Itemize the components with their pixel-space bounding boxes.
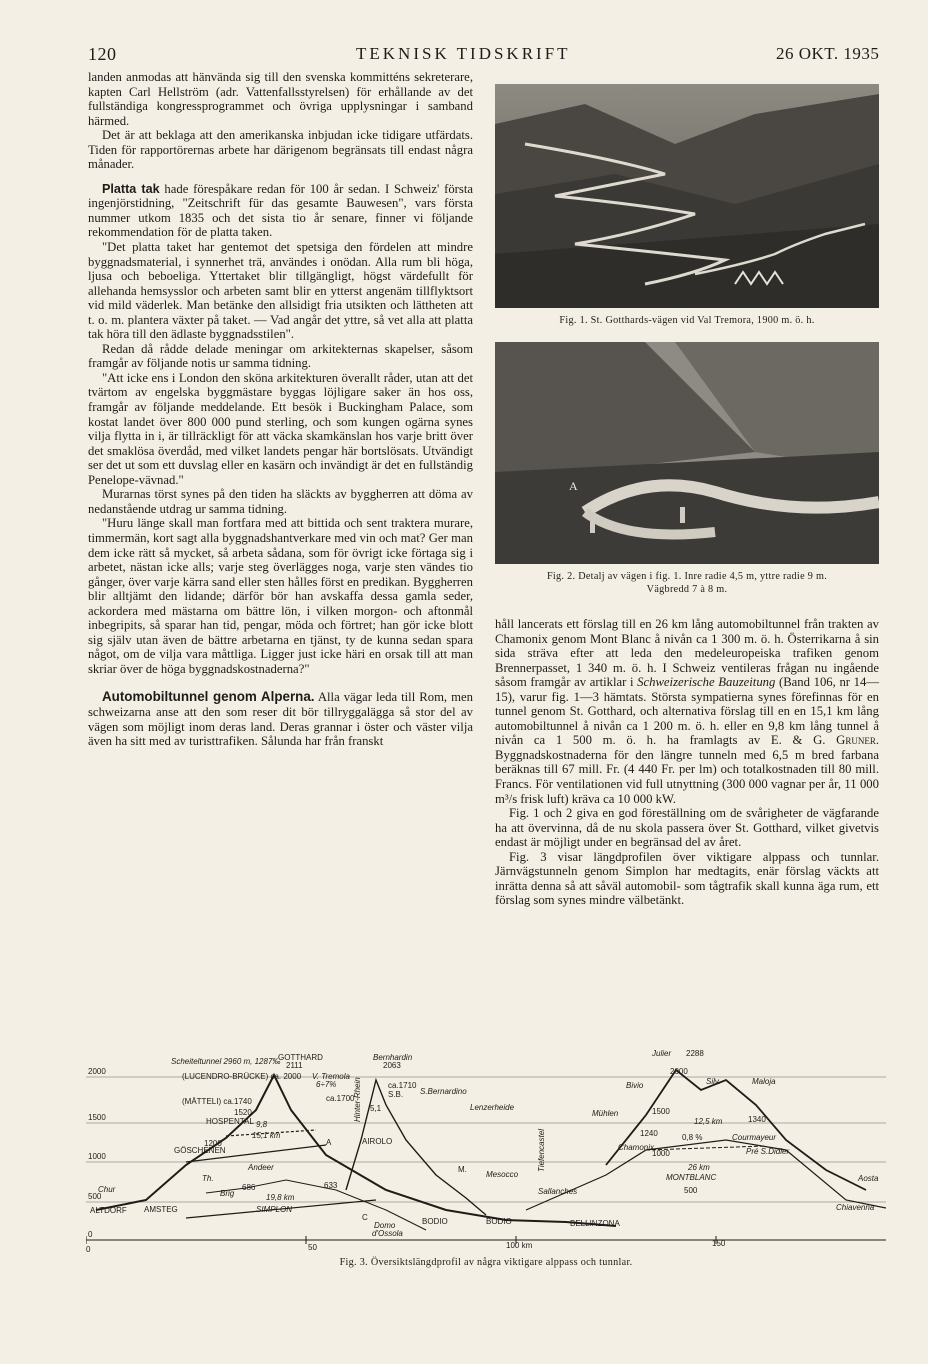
profile-label: 6÷7% [316, 1080, 337, 1089]
profile-label: Scheiteltunnel 2960 m, 1287‰ [171, 1057, 281, 1066]
figure-2-caption [495, 570, 879, 596]
profile-line-bernhardin [346, 1080, 486, 1215]
profile-label: 633 [324, 1181, 338, 1190]
profile-label: Brig [220, 1189, 235, 1198]
profile-label: Courmayeur [732, 1133, 777, 1142]
profile-label: Mesocco [486, 1170, 519, 1179]
issue-date: 26 OKT. 1935 [776, 44, 880, 63]
profile-label: 1240 [640, 1129, 658, 1138]
paragraph: landen anmodas att hänvända sig till den svenska kommitténs sekreterare, kapten Carl Hellström (adr. Vattenfallsstyrelsen) för erhållande av det fullständiga kongressprogrammet och övriga upplysningar i samband härmed. [88, 70, 473, 128]
figure-1-photo [495, 84, 879, 308]
profile-label: Julier [652, 1050, 672, 1058]
left-column [88, 70, 473, 749]
right-column [495, 617, 879, 908]
profile-label: Chur [98, 1185, 116, 1194]
profile-label: GOTTHARD [278, 1053, 323, 1062]
profile-label: ca.1700 [326, 1094, 355, 1103]
section-automobiltunnel [88, 690, 473, 748]
profile-label: ALTDORF [90, 1206, 127, 1215]
profile-label: d'Ossola [372, 1229, 403, 1238]
x-label: 50 [308, 1243, 317, 1252]
figure-3-caption: Fig. 3. Översiktslängdprofil av några viktigare alppass och tunnlar. [339, 1257, 633, 1268]
paragraph-text: håll lancerats ett förslag till en 26 km lång automobiltunnel från trakten av Chamonix genom Mont Blanc å nivån ca 1 300 m. ö. h. Österrikarna å sin sida sträva efter att leda den medeleuropeiska trafiken genom Brennerpasset, 1 340 m. ö. h. I Schweiz ventileras frågan nu ingående såsom framgår av artiklar i [495, 617, 879, 690]
section-platta-tak [88, 182, 473, 240]
paragraph: "Det platta taket har gentemot det spetsiga den fördelen att mindre byggnadsmaterial, i synnerhet trä, användes i onödan. Alla rum bli höga, ljusa och beboeliga. Yttertaket blir tillgängligt, högst värdefullt för allehanda hemsysslor och arbeten samt blir en ytterst angenäm tillflyktsort vid mild väderlek. Man betänke den allsidigt fria utsikten och lättheten att t. o. m. plantera växter på taket. — Vad angår det yttre, så vet alla att platta tak höra till den ädlaste byggnadsstilen". [88, 240, 473, 342]
profile-label: Silv. [706, 1077, 721, 1086]
profile-label: 2063 [383, 1061, 401, 1070]
profile-label: HOSPENTAL [206, 1117, 254, 1126]
profile-label: GÖSCHENEN [174, 1146, 226, 1155]
y-label: 1000 [88, 1152, 106, 1161]
profile-label: Mühlen [592, 1109, 619, 1118]
profile-label: (MÄTTELI) ca.1740 [182, 1097, 252, 1106]
paragraph-text: . Byggnadskostnaderna för den längre tunneln med 6,5 m bred farbana beräknas till 67 mill. Fr. (4 440 Fr. per lm) och totalkostnaden till 80 mill. Francs. För ventilationen vid full utnyttning (300 000 vagnar per år, 11 000 m³/s frisk luft) kräva ca 10 000 kW. [495, 733, 880, 806]
journal-title: TEKNISK TIDSKRIFT [356, 44, 571, 63]
profile-label: Sallanches [538, 1187, 578, 1196]
y-label: 2000 [88, 1067, 106, 1076]
profile-label: 1520 [234, 1108, 252, 1117]
profile-label: BELLINZONA [570, 1219, 620, 1228]
profile-label: Pré S.Didier [746, 1147, 790, 1156]
paragraph-text: hade förespåkare redan för 100 år sedan. I Schweiz' första ingenjörstidning, "Zeitschrift für das gesamte Bauwesen", vars första nummer utkom 1835 och det sista tio år senare, finner vi följande rekommendation för de platta taken. [88, 181, 473, 240]
figure-2-photo [495, 342, 879, 564]
profile-label: Andeer [248, 1163, 274, 1172]
profile-label: SIMPLON [256, 1205, 293, 1214]
profile-label: 686 [242, 1183, 256, 1192]
profile-label: 0,8 % [682, 1133, 703, 1142]
profile-label: 26 km [688, 1163, 710, 1172]
profile-label: 1200 [204, 1139, 222, 1148]
profile-label: 1340 [748, 1115, 766, 1124]
paragraph: Fig. 1 och 2 giva en god föreställning om de svårigheter de vägfarande ha att övervinna, då de nu skola passera över St. Gotthard, vilket givetvis endast är möjligt under en begränsad del av året. [495, 806, 879, 850]
x-label: 0 [86, 1245, 91, 1254]
profile-label: 500 [684, 1186, 698, 1195]
profile-label: M. [458, 1165, 467, 1174]
profile-label: (LUCENDRO-BRÜCKE) ca. 2000 [182, 1072, 302, 1081]
page-number: 120 [88, 44, 117, 64]
profile-label: 1500 [652, 1107, 670, 1116]
profile-label: 1000 [652, 1149, 670, 1158]
paragraph-text: (Band 106, nr 14—15), varur fig. 1—3 hämtats. Största sympatierna synes förefinnas för en tunnel genom St. Gotthard, och alternativa förslag till en en 15,1 km lång automobiltunnel å nivån ca 1 200 m. ö. h. eller en 9,8 km lång tunnel å nivån ca 1 500 m. ö. h. ha framlagts av E. & G. [495, 675, 880, 748]
paragraph [495, 617, 879, 806]
profile-label: Th. [202, 1174, 214, 1183]
section-heading: Platta tak [102, 181, 160, 196]
profile-label: Domo [374, 1221, 396, 1230]
paragraph: Murarnas törst synes på den tiden ha släckts av byggherren att döma av nedanstående utdrag ur samma tidning. [88, 487, 473, 516]
paragraph: "Huru länge skall man fortfara med att bittida och sent traktera murare, timmermän, kort sagt alla byggnadshantverkare med vin och mat? Ger man dem icke rätt så mycket, så arbeta sådana, som för övrigt icke förtaga sig i arbetet, nästan icke alls; varje steg överlägges noga, varje sten vändes tio gånger, över varje kärra sand eller sten hålles först en predikan. Byggherren blir alltjämt den lidande; därför bör han avskaffa dessa gamla seder, ackordera med mästarna om bättre lön, i vilken morgon- och aftonmål inbegripits, så sparar han tid, pengar, möda och förtret; han gör icke blott sig själv utan även de bättre arbetarna en tjänst, ty de kunna sedan spara något, om de vilja vara måttliga. Ligger just icke häri en orsak till att man skriar över de höga byggnadskostnaderna?" [88, 516, 473, 676]
profile-label: Chiavenna [836, 1203, 875, 1212]
caption-line: Vägbredd 7 à 8 m. [646, 584, 728, 595]
profile-label: 15,1 km [252, 1131, 281, 1140]
profile-label: BODIO [422, 1217, 448, 1226]
profile-label: S.Bernardino [420, 1087, 467, 1096]
profile-label: 19,8 km [266, 1193, 295, 1202]
figure-3-profile [86, 1050, 886, 1254]
caption-line: Fig. 2. Detalj av vägen i fig. 1. Inre radie 4,5 m, yttre radie 9 m. [546, 571, 828, 582]
road-bend-illustration [495, 342, 879, 564]
profile-label: S.B. [388, 1090, 404, 1099]
profile-label: 2111 [286, 1061, 303, 1070]
profile-label: Lenzerheide [470, 1103, 515, 1112]
profile-label: Bivio [626, 1081, 644, 1090]
profile-label: AMSTEG [144, 1205, 178, 1214]
profile-label: 5,1 [370, 1104, 382, 1113]
profile-label: 9,8 [256, 1120, 268, 1129]
profile-label: Tiefencastel [537, 1128, 546, 1172]
mountain-road-illustration [495, 84, 879, 308]
section-heading: Automobiltunnel genom Alperna. [102, 689, 315, 705]
profile-label: BODIO [486, 1217, 512, 1226]
paragraph-text: Alla vägar leda till Rom, men schweizarna anse att den som reser dit bör tillryggalägga så stor del av vägen som möjligt inom deras land. Deras grannar i öster och väster vilja även ha sitt med av turisttrafiken. Sålunda har från franskt [88, 690, 473, 749]
y-label: 1500 [88, 1113, 106, 1122]
paragraph: "Att icke ens i London den sköna arkitekturen överallt råder, utan att det tvärtom av engelska byggmästare byggas löjligare saker än hos oss, framgår av följande meddelande. Ett besök i Buckingham Palace, som kostat landet över 800 000 pund sterling, och som kungen ogärna synes vilja flytta in i, är tillräckligt för att väcka skamkänslan hos varje britt över det smaklösa överdåd, med vilket landets pengar här bortslösats. Utvändigt ser det ut som ett duvslag eller en kasärn och invändigt är det en fullständig Penelope-vävnad." [88, 370, 473, 487]
profile-label: 2000 [670, 1067, 688, 1076]
profile-label: ca.1710 [388, 1081, 417, 1090]
x-label: 100 km [506, 1241, 533, 1250]
paragraph: Det är att beklaga att den amerikanska inbjudan icke tidigare utfärdats. Tiden för rapportörernas arbete har därigenom begränsats till endast några månader. [88, 128, 473, 172]
profile-label: Maloja [752, 1077, 776, 1086]
paragraph: Redan då rådde delade meningar om arkitekternas skapelser, såsom framgår av följande notis ur samma tidning. [88, 341, 473, 371]
photo-label-a: A [569, 479, 578, 493]
profile-label: 2288 [686, 1050, 704, 1058]
profile-label: 12,5 km [694, 1117, 723, 1126]
profile-label: AIROLO [362, 1137, 393, 1146]
profile-label: V. Tremola [312, 1072, 350, 1081]
author-name: Gruner [836, 733, 876, 748]
profile-label: Chamonix [618, 1143, 655, 1152]
profile-label: Bernhardin [373, 1053, 413, 1062]
paragraph: Fig. 3 visar längdprofilen över viktigare alppass och tunnlar. Järnvägstunneln genom Simplon har medtagits, enär förslag väckts att inrätta denna så att såväl automobil- som tågtrafik skall kunna äga rum, ett förslag som synes mindre välbetänkt. [495, 849, 879, 908]
journal-reference: Schweizerische Bauzeitung [637, 675, 776, 690]
profile-label: MONTBLANC [666, 1173, 717, 1182]
y-label: 0 [88, 1230, 93, 1239]
profile-label: C [362, 1213, 368, 1222]
profile-label: Hinter-Rhein [353, 1077, 362, 1122]
profile-label: Aosta [858, 1174, 879, 1183]
profile-label: A [326, 1138, 332, 1147]
x-label: 150 [712, 1239, 726, 1248]
figure-1-caption: Fig. 1. St. Gotthards-vägen vid Val Tremora, 1900 m. ö. h. [559, 315, 815, 326]
y-label: 500 [88, 1192, 102, 1201]
